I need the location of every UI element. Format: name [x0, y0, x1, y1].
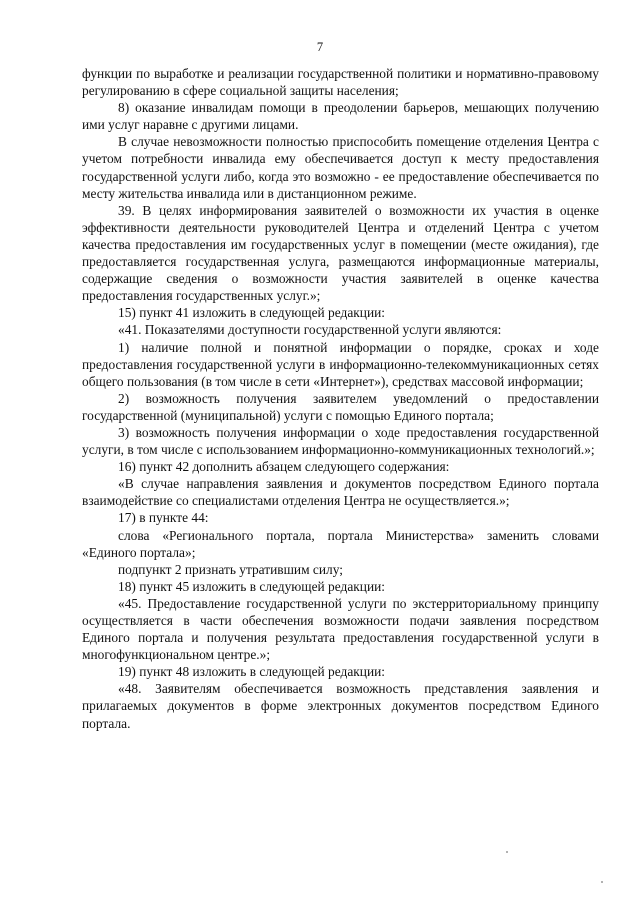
paragraph-18: «48. Заявителям обеспечивается возможность представления заявления и прилагаемых документов в форме электронных документов посредством Единого портала. — [82, 681, 599, 731]
scan-speck — [506, 851, 508, 853]
paragraph-2: 8) оказание инвалидам помощи в преодолении барьеров, мешающих получению ими услуг наравне с другими лицами. — [82, 100, 599, 133]
page-number: 7 — [316, 40, 324, 54]
paragraph-4: 39. В целях информирования заявителей о возможности их участия в оценке эффективности деятельности руководителей Центра и отделений Центра с учетом качества предоставления им государственных услуг в помещении (месте ожидания), где предоставляется государственная услуга, размещаются информационные материалы, содержащие сведения о возможности участия заявителей в оценке качества предоставления государственных услуг.»; — [82, 202, 599, 304]
paragraph-1: функции по выработке и реализации государственной политики и нормативно-правовому регулированию в сфере социальной защиты населения; — [82, 66, 599, 99]
paragraph-16: «45. Предоставление государственной услуги по экстерриториальному принципу осуществляется в части обеспечения возможности подачи заявления посредством Единого портала и получения результата предоставления государственной услуги в многофункциональном центре.»; — [82, 595, 599, 663]
paragraph-15: 18) пункт 45 изложить в следующей редакции: — [118, 578, 386, 594]
paragraph-5: 15) пункт 41 изложить в следующей редакции: — [118, 305, 386, 321]
paragraph-7: 1) наличие полной и понятной информации о порядке, сроках и ходе предоставления государственной услуги в информационно-телекоммуникационных сетях общего пользования (в том числе в сети «Интернет»), средствах массовой информации; — [82, 339, 599, 389]
paragraph-3: В случае невозможности полностью приспособить помещение отделения Центра с учетом потребности инвалида ему обеспечивается доступ к месту предоставления государственной услуги либо, когда это возможно - ее предоставление обеспечивается по месту жительства инвалида или в дистанционном режиме. — [82, 134, 599, 201]
paragraph-6: «41. Показателями доступности государственной услуги являются: — [118, 322, 502, 338]
paragraph-12: 17) в пункте 44: — [118, 510, 209, 526]
paragraph-11: «В случае направления заявления и документов посредством Единого портала взаимодействие со специалистами отделения Центра не осуществляется.»; — [82, 476, 599, 509]
scan-speck — [601, 881, 603, 883]
paragraph-14: подпункт 2 признать утратившим силу; — [118, 561, 343, 577]
paragraph-8: 2) возможность получения заявителем уведомлений о предоставлении государственной (муниципальной) услуги с помощью Единого портала; — [82, 390, 599, 423]
paragraph-9: 3) возможность получения информации о ходе предоставления государственной услуги, в том числе с использованием информационно-коммуникационных технологий.»; — [82, 424, 599, 458]
paragraph-10: 16) пункт 42 дополнить абзацем следующего содержания: — [118, 459, 450, 475]
document-body — [82, 65, 599, 732]
paragraph-13: слова «Регионального портала, портала Министерства» заменить словами «Единого портала»; — [82, 527, 599, 560]
paragraph-17: 19) пункт 48 изложить в следующей редакции: — [118, 664, 386, 680]
